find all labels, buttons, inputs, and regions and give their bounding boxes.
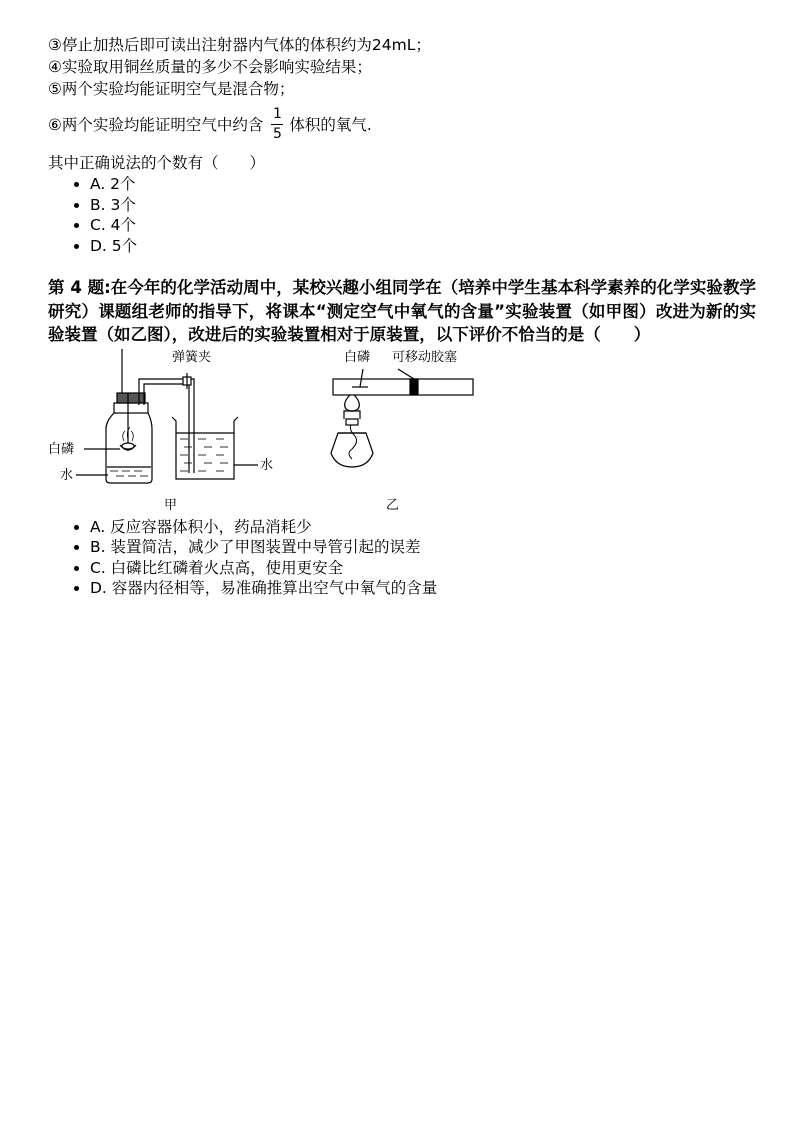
fraction-numerator: 1 xyxy=(272,105,282,122)
q3-option-a[interactable]: • A. 2个 xyxy=(90,174,768,195)
q3-option-b[interactable]: • B. 3个 xyxy=(90,195,768,216)
question-4-options xyxy=(48,517,768,599)
statement-6-suffix: 体积的氧气. xyxy=(289,116,372,134)
question-4-text: 第 4 题:在今年的化学活动周中，某校兴趣小组同学在（培养中学生基本科学素养的化学实验教学研究）课题组老师的指导下，将课本“测定空气中氧气的含量”实验装置（如甲图）改进为新的实验装置（如乙图），改进后的实验装置相对于原装置，以下评价不恰当的是（ ） xyxy=(48,278,756,344)
label-white-phosphorus-b: 白磷 xyxy=(344,349,371,365)
question-3-options xyxy=(48,174,768,256)
label-movable-plug: 可移动胶塞 xyxy=(392,349,458,365)
q4-option-a[interactable]: • A. 反应容器体积小，药品消耗少 xyxy=(90,517,768,538)
label-white-phosphorus-a: 白磷 xyxy=(48,441,75,457)
statement-6 xyxy=(48,102,768,146)
statement-5: ⑤两个实验均能证明空气是混合物； xyxy=(48,80,295,98)
tube-apparatus xyxy=(331,369,473,467)
bottle-apparatus xyxy=(106,349,194,483)
fraction-bar xyxy=(271,124,283,125)
label-water-beaker: 水 xyxy=(260,457,274,473)
statement-4: ④实验取用铜丝质量的多少不会影响实验结果； xyxy=(48,58,372,76)
q3-option-c[interactable]: • C. 4个 xyxy=(90,215,768,236)
q4-option-b[interactable]: • B. 装置简洁，减少了甲图装置中导管引起的误差 xyxy=(90,537,768,558)
question-3-stem: 其中正确说法的个数有（ ） xyxy=(48,154,266,172)
label-water-a: 水 xyxy=(60,467,74,483)
q3-option-d[interactable]: • D. 5个 xyxy=(90,236,768,257)
experiment-figure xyxy=(48,349,768,517)
q4-option-c[interactable]: • C. 白磷比红磷着火点高，使用更安全 xyxy=(90,558,768,579)
q4-option-d[interactable]: • D. 容器内径相等，易准确推算出空气中氧气的含量 xyxy=(90,578,768,599)
fraction-one-fifth xyxy=(271,106,283,143)
caption-figure-b: 乙 xyxy=(386,497,400,513)
caption-figure-a: 甲 xyxy=(164,497,178,513)
label-spring-clamp: 弹簧夹 xyxy=(172,349,212,365)
document-page xyxy=(48,34,768,599)
beaker xyxy=(172,417,238,479)
statement-6-prefix: ⑥两个实验均能证明空气中约含 xyxy=(48,116,264,134)
fraction-denominator: 5 xyxy=(272,125,282,142)
statement-3: ③停止加热后即可读出注射器内气体的体积约为24mL； xyxy=(48,36,431,54)
apparatus-drawing xyxy=(48,349,768,517)
